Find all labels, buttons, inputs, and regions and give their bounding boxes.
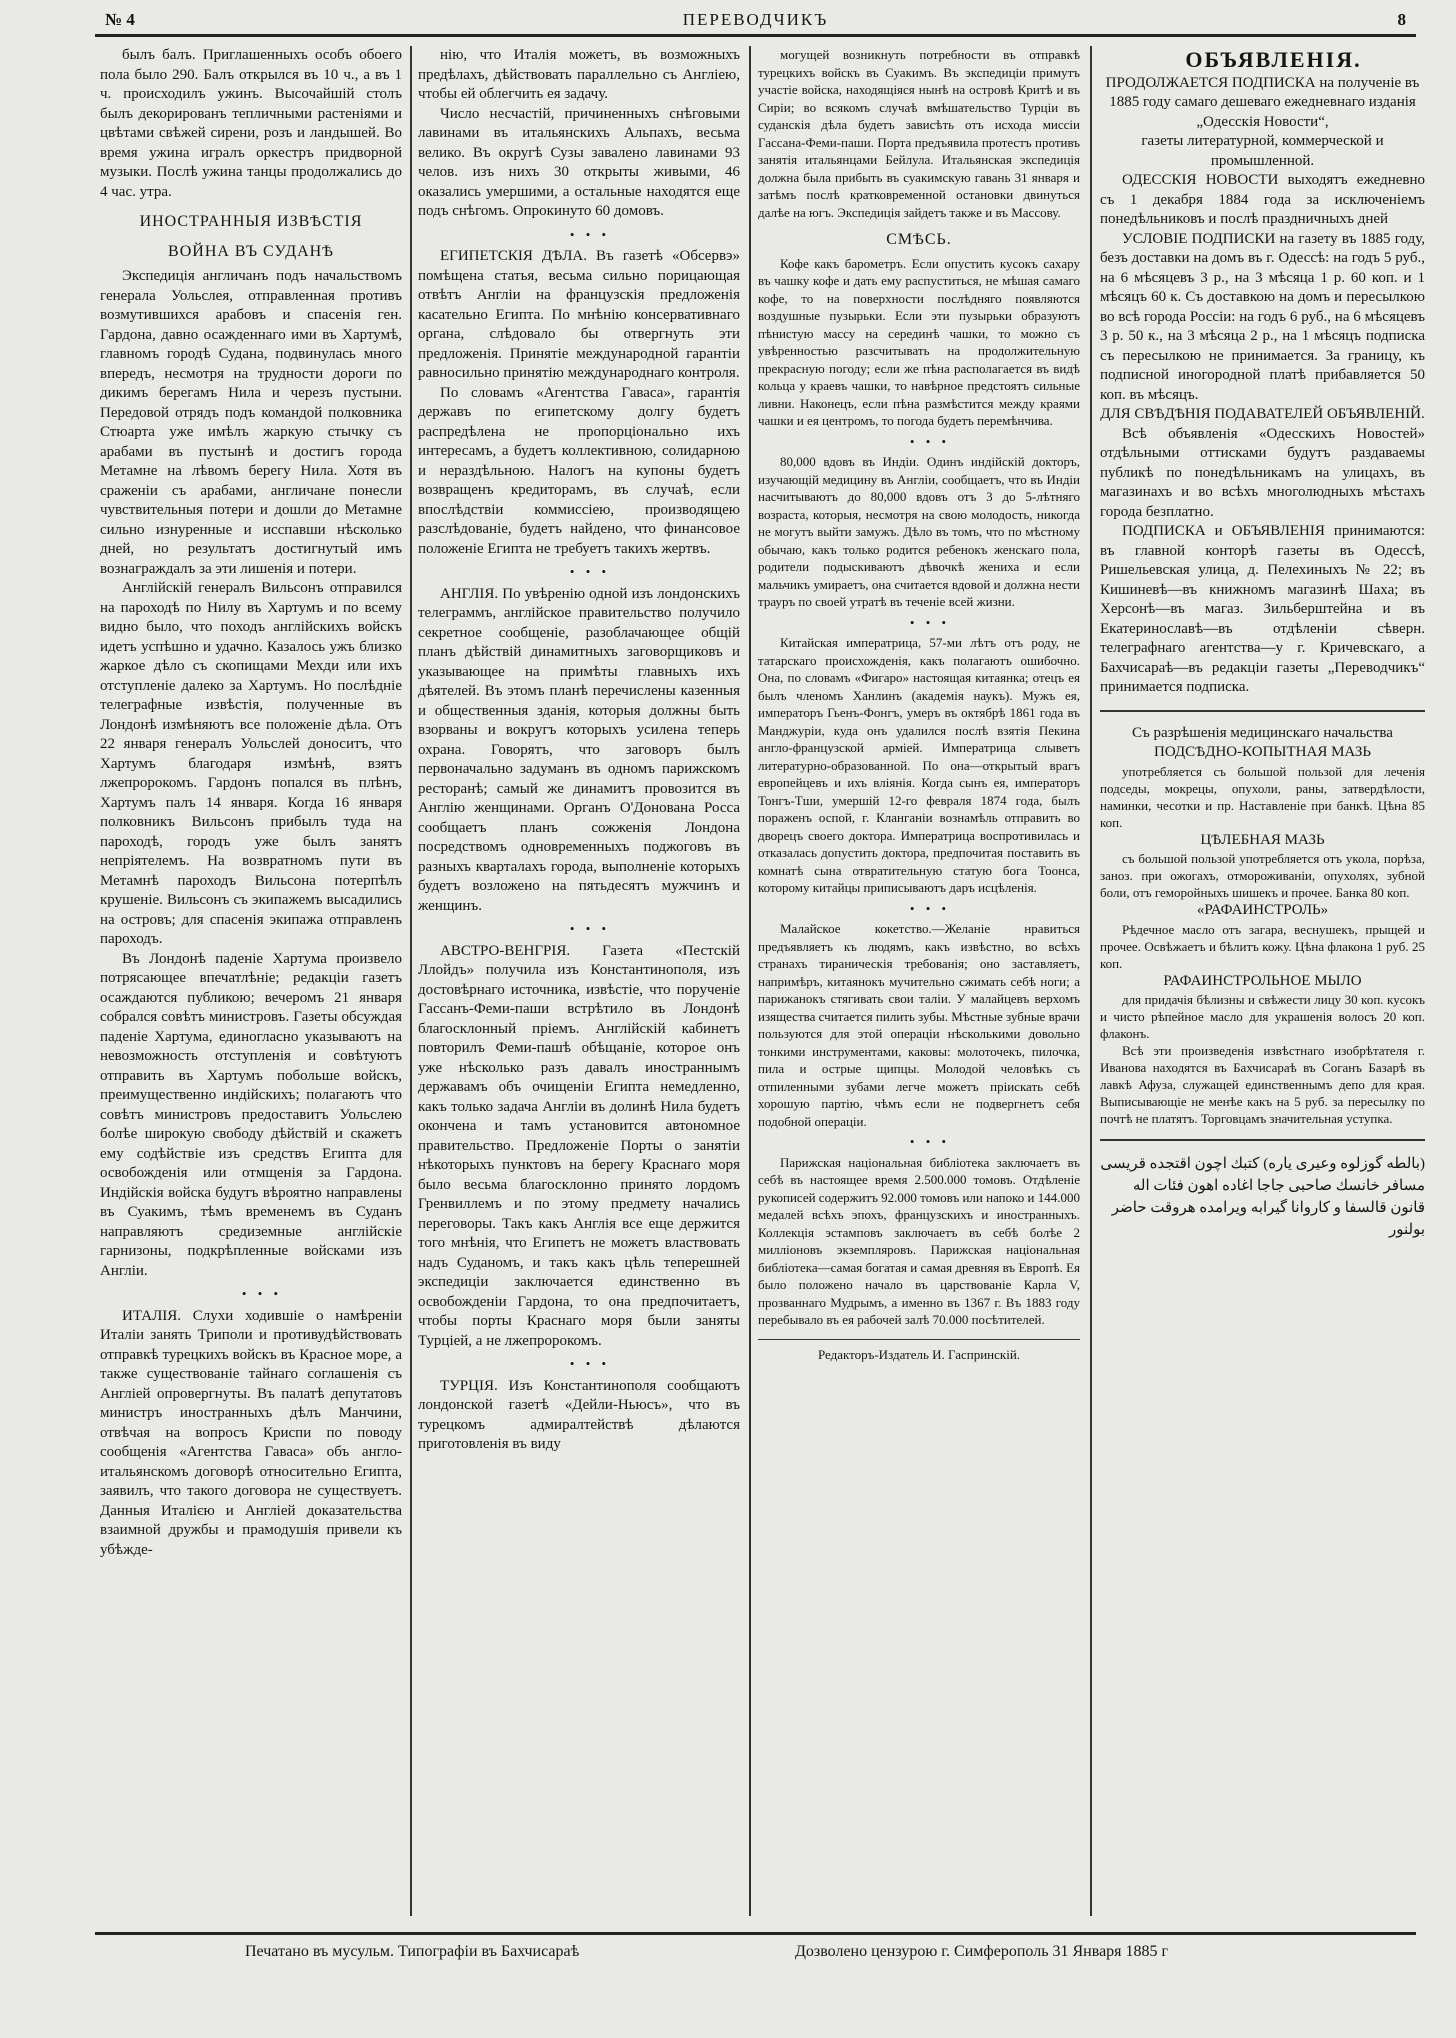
- article-paragraph: Число несчастій, причиненныхъ снѣговыми лавинами въ итальянскихъ Альпахъ, весьма велико. Въ округѣ Сузы завалено лавинами 93 челов. изъ нихъ 30 открыты живыми, 46 оказались умершими, а остальные находятся еще подъ снѣгомъ. Опрокинуто 60 домовъ.: [418, 105, 740, 219]
- censor-imprint: Дозволено цензурою г. Симферополь 31 Января 1885 г: [795, 1943, 1169, 1960]
- section-heading: ИНОСТРАННЫЯ ИЗВѢСТІЯ: [139, 213, 363, 230]
- divider-rule: [1100, 710, 1425, 712]
- advertisement-text: съ большой пользой употребляется отъ укола, порѣза, заноз. при ожогахъ, отмороживаніи, опухолях, зубной боли, отъ геморойныхъ шишекъ и прочее. Банка 80 коп.: [1100, 851, 1425, 900]
- article-paragraph: 80,000 вдовъ въ Индіи. Одинъ индійскій докторъ, изучающій медицину въ Англіи, сообщаетъ, что въ Индіи насчитываютъ до 80,000 вдовъ отъ 3 до 5-лѣтняго возраста, которыя, несмотря на свою молодость, никогда не могутъ выйти замужъ. Дѣло въ томъ, что по мѣстному обычаю, какъ только родится ребенокъ женскаго пола, родители подыскиваютъ дѣвочкѣ жениха и если мальчикъ умираетъ, она считается вдовой и должна нести трауръ по своей утратѣ въ теченіе всей жизни.: [758, 454, 1080, 609]
- printer-imprint: Печатано въ мусульм. Типографіи въ Бахчисараѣ: [245, 1943, 580, 1960]
- article-paragraph: Кофе какъ барометръ. Если опустить кусокъ сахару въ чашку кофе и дать ему распуститься, не мѣшая самаго кофе, то на поверхности послѣдняго появляются воздушные пузырьки. Если эти пузырьки образуютъ пѣнистую массу на серединѣ чашки, то можно съ увѣренностью разсчитывать на продолжительную прекрасную погоду; если же пѣна располагается въ видѣ кольца у краевъ чашки, то навѣрное предстоятъ сильные ливни. Наконецъ, если пѣна размѣстится между краями чашки и ея центромъ, то погода будетъ перемѣнчива.: [758, 255, 1080, 428]
- column-4-advertisements: [1100, 46, 1425, 1241]
- article-paragraph: ТУРЦІЯ. Изъ Константинополя сообщаютъ лондонской газетѣ «Дейли-Ньюсъ», что въ турецкомъ адмиралтействѣ дѣлаются приготовленія въ виду: [418, 1377, 740, 1452]
- article-paragraph: Китайская императрица, 57-ми лѣтъ отъ роду, не татарскаго происхожденія, какъ полагаютъ ошибочно. Она, по словамъ «Фигаро» настоящая китаянка; отецъ ея былъ членомъ Ханлинъ (академія наукъ). Мужъ ея, императоръ Гьенъ-Фонгъ, умеръ въ октябрѣ 1861 года въ Манджуріи, куда онъ удалился послѣ взятія Пекина англо-французской арміей. Императрица слыветъ литературно-образованной. По она—открытый врагъ европейцевъ и ихъ вліянія. Когда сынъ ея, императоръ Тонгъ-Тши, умершій 12-го февраля 1874 года, былъ пораженъ оспой, г. Кланганіи вознамѣль отправить во дворецъ своего доктора. Императрица воспротивилась и отказалась допустить доктора, предпочитая поставить въ комнатѣ сына отвратительную статую бога Тоонса, которому китайцы приписываютъ даръ исцѣленія.: [758, 635, 1080, 895]
- ads-heading: ОБЪЯВЛЕНІЯ.: [1185, 47, 1362, 72]
- advertisement-text: Всѣ эти произведенія извѣстнаго изобрѣтателя г. Иванова находятся въ Бахчисараѣ въ Соганъ Базарѣ въ лавкѣ Афуза, служащей единственнымъ депо для края. Выписывающіе не менѣе какъ на 5 руб. за пересылку по почтѣ не платятъ. Торговцамъ значительная уступка.: [1100, 1043, 1425, 1126]
- section-separator: • • •: [569, 226, 611, 242]
- article-paragraph: былъ балъ. Приглашенныхъ особъ обоего пола было 290. Балъ открылся въ 10 ч., а въ 1 ч. происходилъ ужинъ. Высочайшій столъ былъ декорированъ тепличными растеніями и цвѣтами свѣжей сирени, розъ и ландышей. Во время ужина игралъ оркестръ придворной музыки. Послѣ ужина танцы продолжались до 4 час. утра.: [100, 47, 402, 200]
- centered-line: „Одесскія Новости“,: [1196, 113, 1329, 130]
- centered-line: Съ разрѣшенія медицинскаго начальства: [1132, 724, 1393, 741]
- article-paragraph: ЕГИПЕТСКІЯ ДѢЛА. Въ газетѣ «Обсервэ» помѣщена статья, весьма сильно порицающая отвѣтъ Англіи на французскія предложенія касательно Египта. По мнѣнію консервативнаго органа, слѣдовало бы отвергнуть эти предложенія. Принятіе международной гарантіи равносильно принятію международнаго контроля.: [418, 248, 740, 381]
- arabic-script-advertisement: (بالطه گوزلوه وعیری یاره) کتبك اچون اقتجده قریسی مسافر خانسك صاحبی جاجا اغاده اهون فئات اله قانون قالسفا و کاروانا گیرابه ویرامده هروقت حاضر بولنور: [1100, 1156, 1425, 1238]
- section-separator: • • •: [909, 614, 951, 630]
- article-paragraph: АВСТРО-ВЕНГРІЯ. Газета «Пестскій Ллойдъ» получила изъ Константинополя, изъ достовѣрнаго источника, извѣстіе, что порученіе Гассанъ-Феми-паши встрѣтило въ Лондонѣ благосклонный пріемъ. Англійскій кабинетъ повторилъ Феми-пашѣ обѣщаніе, которое онъ уже нѣсколько разъ давалъ иностраннымъ державамъ объ очищеніи Египта немедленно, какъ только задача Англіи въ долинѣ Нила будетъ окончена и тамъ установится автономное правительство. Предложеніе Порты о занятіи нѣкоторыхъ пунктовъ на берегу Краснаго моря было весьма благосклонно принято лордомъ Гренвиллемъ и по этому предмету начались переговоры. Такъ какъ Англія все еще держится того мнѣнія, что Египетъ не можетъ властвовать надъ Суданомъ, и такъ какъ цѣль теперешней экспедиціи заключается единственно въ освобожденіи Гардона, то она предпочитаетъ, чтобы порты Краснаго моря были заняты Турціей, а не лжепророкомъ.: [418, 942, 740, 1349]
- article-paragraph: По словамъ «Агентства Гаваса», гарантія державъ по египетскому долгу будетъ распредѣлена не пропорціонально ихъ интересамъ, а будетъ коллективною, солидарною и нераздѣльною. Налогъ на купоны будетъ возвращенъ кредиторамъ, въ случаѣ, если впослѣдствіи коммиссіею, производящею разслѣдованіе, будетъ найдено, что финансовое положеніе Египта не требуетъ такихъ жертвъ.: [418, 384, 740, 557]
- divider-rule: [1100, 1139, 1425, 1141]
- article-paragraph: ПОДПИСКА и ОБЪЯВЛЕНІЯ принимаются: въ главной конторѣ газеты въ Одессѣ, Ришельевская улица, д. Пелехиныхъ № 22; въ Кишиневѣ—въ книжномъ магазинѣ Шаха; въ Херсонѣ—въ магаз. Зильберштейна и въ Екатеринославѣ—въ отдѣленіи сѣверн. телеграфнаго агентства—у г. Кричевскаго, а Бахчисараѣ—въ редакціи газеты „Переводчикъ“ принимается подписка.: [1100, 523, 1425, 695]
- article-paragraph: АНГЛІЯ. По увѣренію одной изъ лондонскихъ телеграммъ, англійское правительство получило секретное сообщеніе, разоблачающее общій планъ дѣйствій динамитныхъ заговорщиковъ и указывающее на примѣты главныхъ ихъ дѣятелей. Въ этомъ планѣ перечислены казенныя и общественныя зданія, которыя должны быть взорваны и вокругъ которыхъ усилена теперь охрана. Говорятъ, что заговоръ былъ первоначально задуманъ въ одномъ парижскомъ ресторанѣ; самый же динамитъ провозится въ Англію женщинами. Органъ О'Донована Росса сообщаетъ планъ сожженія Лондона посредствомъ одновременныхъ поджоговъ въ разныхъ кварталахъ города, выполненіе которыхъ будетъ возложено на пятьдесятъ мужчинъ и женщинъ.: [418, 585, 740, 914]
- section-heading: ВОЙНА ВЪ СУДАНѢ: [168, 242, 334, 260]
- section-separator: • • •: [909, 900, 951, 916]
- page-header: [95, 8, 1416, 37]
- article-paragraph: Въ Лондонѣ паденіе Хартума произвело потрясающее впечатлѣніе; редакціи газетъ осаждаются публикою; вечеромъ 21 января собрался совѣтъ министровъ. Газеты обсуждая паденіе Хартума, единогласно указываютъ на невозможность отступленія и совѣтуютъ отправить въ Хартумъ побольше войскъ, преимущественно индійскихъ; полагаютъ что совѣтъ министровъ предоставитъ Уольслею болѣе широкую свободу дѣйствій и скажетъ ему содѣйствіе изъ средствъ Египта для освобожденія или отмщенія за Гардона. Индійскія войска будутъ вѣроятно направлены въ Суакимъ, тѣмъ временемъ въ Суданъ направляютъ средиземные англійскіе гарнизоны, подкрѣпленные войсками изъ Англіи.: [100, 950, 402, 1279]
- centered-line: ПРОДОЛЖАЕТСЯ ПОДПИСКА на полученіе въ 1885 году самаго дешеваго ежедневнаго изданія: [1105, 74, 1420, 110]
- section-separator: • • •: [909, 433, 951, 449]
- column-2: [418, 46, 740, 1455]
- column-3: [758, 46, 1080, 1363]
- article-paragraph: ИТАЛІЯ. Слухи ходившіе о намѣреніи Италіи занять Триполи и противудѣйствовать отправкѣ турецкихъ войскъ въ Красное море, а также существованіе тайнаго соглашенія съ Англіей опровергнуты. Въ палатѣ депутатовъ министръ иностранныхъ дѣлъ Манчини, отвѣчая на вопросъ Криспи по поводу сообщенія «Агентства Гаваса» объ англо-итальянскомъ договорѣ относительно Египта, заявилъ, что такого договора не существуетъ. Данныя Италією и Англіей доказательства взаимной дружбы и прамодушія привели къ убѣжде-: [100, 1307, 402, 1558]
- column-divider: [1090, 46, 1092, 1916]
- advertisement-text: Рѣдечное масло отъ загара, веснушекъ, прыщей и прочее. Освѣжаетъ и бѣлитъ кожу. Цѣна флакона 1 руб. 25 коп.: [1100, 921, 1425, 971]
- article-paragraph: могущей возникнуть потребности въ отправкѣ турецкихъ войскъ въ Суакимъ. Въ экспедиціи примутъ участіе войска, находящіяся нынѣ на островѣ Критѣ и въ Сиріи; во всякомъ случаѣ вмѣшательство Турціи въ суданскія дѣла будетъ зависѣть отъ исхода миссіи Гассана-Феми-паши. Порта предъявила протестъ противъ занятія итальянцами Бейлула. Итальянская экспедиція должна была прибыть въ суакимскую гавань 31 января и затѣмъ послѣ кратковременной остановки двинуться далѣе на югъ. Экспедиція зайдетъ также и въ Массову.: [758, 47, 1080, 220]
- advertisement-text: употребляется съ большой пользой для леченія подседы, мокрецы, опухоли, раны, затвердѣлости, наминки, чесотки и пр. Наставленіе при банкѣ. Цѣна 85 коп.: [1100, 763, 1425, 830]
- page-footer: [95, 1932, 1416, 1971]
- article-paragraph: ОДЕССКІЯ НОВОСТИ выходятъ ежедневно съ 1 декабря 1884 года за исключеніемъ понедѣльниковъ и послѣ праздничныхъ дней: [1100, 172, 1425, 227]
- centered-line: ДЛЯ СВѢДѢНІЯ ПОДАВАТЕЛЕЙ ОБЪЯВЛЕНІЙ.: [1100, 406, 1425, 422]
- article-paragraph: Всѣ объявленія «Одесскихъ Новостей» отдѣльными оттисками будутъ раздаваемы публикѣ по понедѣльникамъ на улицахъ, въ магазинахъ и во всѣхъ многолюдныхъ мѣстахъ города безплатно.: [1100, 425, 1425, 520]
- centered-line: ПОДСѢДНО-КОПЫТНАЯ МАЗЬ: [1154, 744, 1371, 760]
- column-divider: [749, 46, 751, 1916]
- centered-line: газеты литературной, коммерческой и промышленной.: [1141, 133, 1384, 169]
- section-separator: • • •: [909, 1134, 951, 1149]
- article-paragraph: УСЛОВІЕ ПОДПИСКИ на газету въ 1885 году, безъ доставки на домъ въ г. Одессѣ: на годъ 5 руб., на 6 мѣсяцевъ 3 р., на 3 мѣсяца 1 р. 60 коп. и 1 мѣсяцъ 60 к. Съ доставкою на домъ и пересылкою во всѣ города Россіи: на годъ 6 руб., на 6 мѣсяцевъ 3 р. 50 к., на 3 мѣсяца 2 р., на 1 мѣсяцъ подписка съ пересылкою не принимается. За границу, къ подписной иногородной платѣ прибавляется 50 коп. въ мѣсяцъ.: [1100, 230, 1425, 403]
- article-paragraph: нію, что Италія можетъ, въ возможныхъ предѣлахъ, дѣйствовать параллельно съ Англіею, чтобы ей облегчить ея задачу.: [418, 47, 740, 102]
- section-separator: • • •: [569, 921, 611, 936]
- column-1: [100, 46, 402, 1560]
- centered-line: ЦѢЛЕБНАЯ МАЗЬ: [1200, 831, 1325, 848]
- editor-signature: Редакторъ-Издатель И. Гаспринскій.: [758, 1339, 1080, 1364]
- section-separator: • • •: [569, 1356, 611, 1371]
- article-paragraph: Экспедиція англичанъ подъ начальствомъ генерала Уольслея, отправленная противъ возмутившихся арабовъ и спасенія ген. Гардона, давно осажденнаго ими въ Хартумѣ, главномъ городѣ Судана, подвинулась много впередъ, несмотря на трудности дороги по дикимъ берегамъ Нила и черезъ пустыни. Передовой отрядъ подъ командой полковника Стюарта уже имѣлъ жаркую стычку съ арабами въ пустынѣ и достигъ города Метамне на лѣвомъ берегу Нила. Хотя въ сраженіи съ арабами, англичане понесли чувствительныя потери и дошли до Метамне сильно изнуренные и исспавши нѣсколько дней, но результатъ достигнутый имъ вознаграждалъ за эти лишенія и потери.: [100, 268, 402, 577]
- column-divider: [410, 46, 412, 1916]
- section-heading: СМѢСЬ.: [886, 231, 952, 248]
- centered-line: «РАФАИНСТРОЛЬ»: [1196, 902, 1329, 918]
- page-number: 8: [1397, 10, 1406, 29]
- article-paragraph: Парижская національная библіотека заключаетъ въ себѣ въ настоящее время 2.500.000 томовъ. Отдѣленіе рукописей содержитъ 92.000 томовъ или напоко и 144.000 медалей всѣхъ эпохъ, французскихъ и иностранныхъ. Коллекція эстамповъ заключаетъ въ себѣ болѣе 2 милліоновъ экземпляровъ. Парижская національная библіотека—самая богатая и самая древняя въ Европѣ. Ея было положено начало въ царствованіе Карла V, прозваннаго Мудрымъ, а именно въ 1367 г. Въ 1883 году перебывало въ ея рабочей залѣ 70.000 посѣтителей.: [758, 1154, 1080, 1327]
- issue-number: № 4: [105, 10, 135, 29]
- section-separator: • • •: [241, 1286, 283, 1301]
- section-separator: • • •: [569, 564, 611, 579]
- centered-line: РАФАИНСТРОЛЬНОЕ МЫЛО: [1163, 972, 1362, 989]
- advertisement-text: для придачія бѣлизны и свѣжести лицу 30 коп. кусокъ и чисто рѣпейное масло для украшенія волосъ 20 коп. флаконъ.: [1100, 992, 1425, 1041]
- article-paragraph: Англійскій генералъ Вильсонъ отправился на пароходѣ по Нилу въ Хартумъ и по всему видно было, что походъ англійскихъ войскъ идетъ успѣшно и удачно. Казалось ужъ близко жаркое дѣло съ скопищами Мехди или ихъ отступленіе далеко за Хартумъ. Но послѣдніе телеграфные извѣстія, полученные въ Лондонѣ измѣняютъ все положеніе дѣла. Отъ 22 января генералъ Уольслей доноситъ, что Хартумъ благодаря измѣнѣ, взятъ лжепророкомъ. Гардонъ попался въ плѣнъ, Хартумъ палъ 14 января. Когда 16 января полковникъ Вильсонъ прибылъ туда на пароходѣ, городъ уже былъ занятъ непріятелемъ. На возвратномъ пути въ Метамнѣ пароходъ Вильсона потерпѣлъ крушеніе. Вильсонъ съ экипажемъ высадились на островъ; для спасенія экипажа отправленъ пароходъ.: [100, 580, 402, 947]
- newspaper-title: ПЕРЕВОДЧИКЪ: [682, 10, 829, 29]
- article-paragraph: Малайское кокетство.—Желаніе нравиться предъявляетъ къ людямъ, какъ извѣстно, во всѣхъ странахъ тираническія требованія; оно заставляетъ, напримѣръ, китаянокъ мучительно сжимать себѣ ноги; а парижанокъ стягивать свои таліи. У малайцевъ верхомъ изящества считается пилить зубы. Мѣстные зубные врачи пользуются для этой операціи нѣсколькими довольно тонкими инструментами, каковы: молоточекъ, пилочка, пила и острые щипцы. Молодой человѣкъ съ отпиленными зубами легче можетъ пріискать себѣ хорошую партію, чѣмъ если не подвергнетъ себя подобной операціи.: [758, 921, 1080, 1129]
